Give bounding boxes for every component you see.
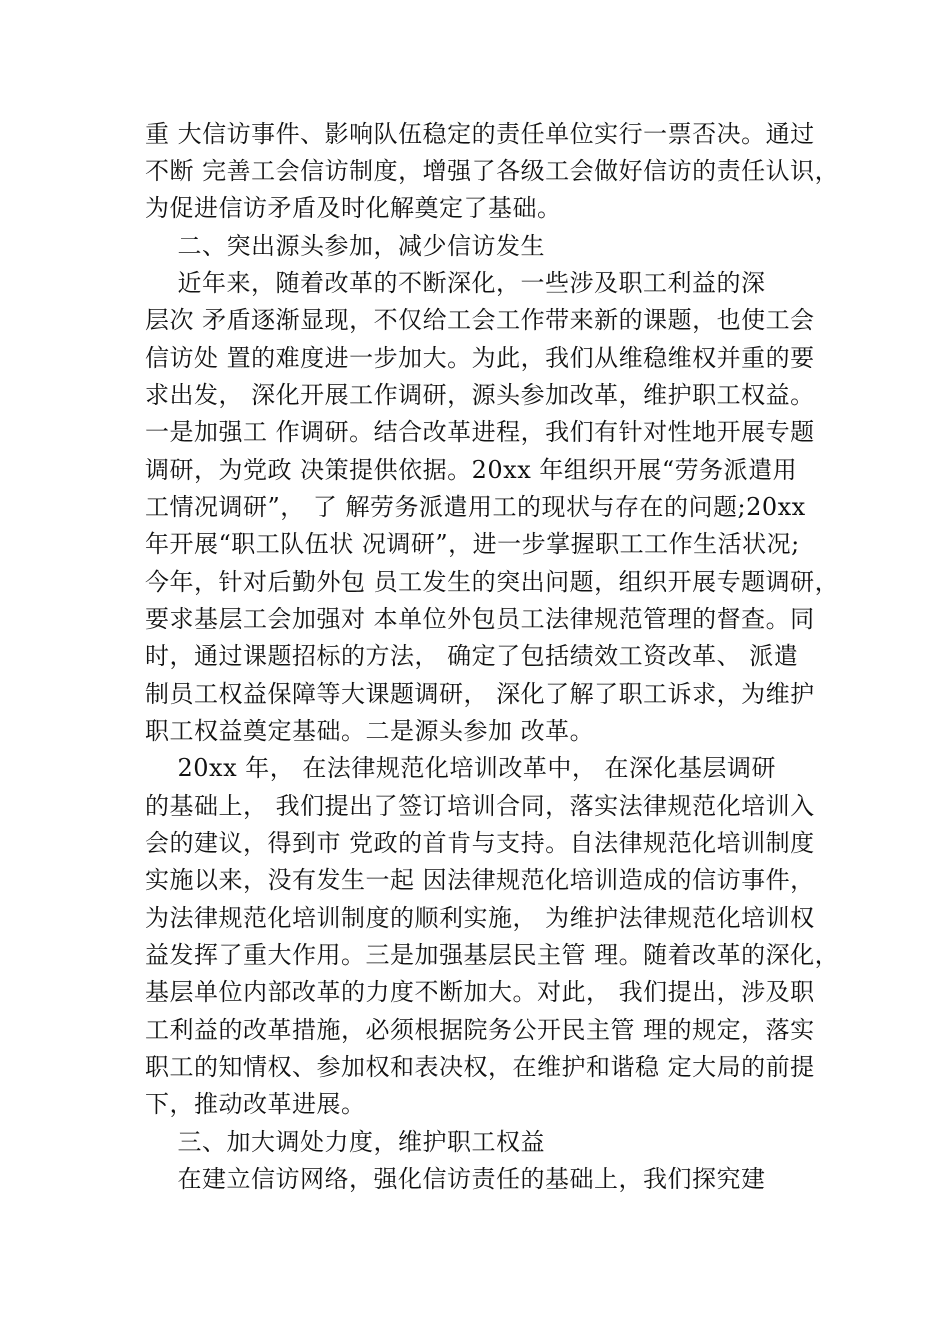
text-line: 时，通过课题招标的方法， 确定了包括绩效工资改革、 派遣: [145, 642, 799, 670]
section-heading: 三、加大调处力度，维护职工权益: [145, 1128, 546, 1156]
text-line: 近年来，随着改革的不断深化，一些涉及职工利益的深: [145, 269, 766, 297]
text-line: 不断 完善工会信访制度，增强了各级工会做好信访的责任认识，: [145, 157, 840, 185]
text-line: 层次 矛盾逐渐显现，不仅给工会工作带来新的课题，也使工会: [145, 306, 815, 334]
text-line: 20xx 年， 在法律规范化培训改革中， 在深化基层调研: [145, 754, 777, 782]
text-line: 益发挥了重大作用。三是加强基层民主管 理。随着改革的深化，: [145, 941, 840, 969]
text-line: 今年，针对后勤外包 员工发生的突出问题，组织开展专题调研，: [145, 568, 840, 596]
text-line: 为促进信访矛盾及时化解奠定了基础。: [145, 194, 562, 222]
text-line: 工情况调研”， 了 解劳务派遣用工的现状与存在的问题;20xx: [145, 493, 806, 521]
section-heading: 二、突出源头参加，减少信访发生: [145, 232, 546, 260]
text-line: 一是加强工 作调研。结合改革进程，我们有针对性地开展专题: [145, 418, 815, 446]
text-line: 求出发， 深化开展工作调研，源头参加改革，维护职工权益。: [145, 381, 815, 409]
text-line: 调研，为党政 决策提供依据。20xx 年组织开展“劳务派遣用: [145, 456, 798, 484]
text-line: 职工的知情权、参加权和表决权，在维护和谐稳 定大局的前提: [145, 1053, 815, 1081]
text-line: 下，推动改革进展。: [145, 1090, 366, 1118]
text-line: 制员工权益保障等大课题调研， 深化了解了职工诉求，为维护: [145, 680, 815, 708]
text-line: 为法律规范化培训制度的顺利实施， 为维护法律规范化培训权: [145, 904, 815, 932]
text-line: 重 大信访事件、影响队伍稳定的责任单位实行一票否决。通过: [145, 120, 815, 148]
text-line: 要求基层工会加强对 本单位外包员工法律规范管理的督查。同: [145, 605, 815, 633]
text-line: 职工权益奠定基础。二是源头参加 改革。: [145, 717, 595, 745]
text-line: 会的建议，得到市 党政的首肯与支持。自法律规范化培训制度: [145, 829, 815, 857]
text-line: 基层单位内部改革的力度不断加大。对此， 我们提出，涉及职: [145, 978, 815, 1006]
text-line: 年开展“职工队伍状 况调研”，进一步掌握职工工作生活状况;: [145, 530, 800, 558]
text-line: 在建立信访网络，强化信访责任的基础上，我们探究建: [145, 1165, 766, 1193]
text-line: 信访处 置的难度进一步加大。为此，我们从维稳维权并重的要: [145, 344, 815, 372]
text-line: 实施以来，没有发生一起 因法律规范化培训造成的信访事件，: [145, 866, 815, 894]
text-line: 工利益的改革措施，必须根据院务公开民主管 理的规定，落实: [145, 1016, 815, 1044]
text-line: 的基础上， 我们提出了签订培训合同，落实法律规范化培训入: [145, 792, 815, 820]
